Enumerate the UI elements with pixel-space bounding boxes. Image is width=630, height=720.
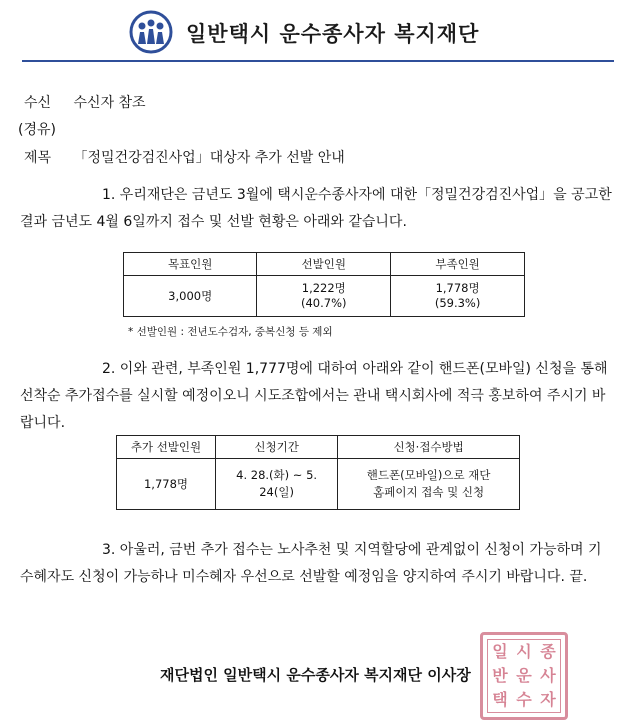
- paragraph-1-text: 1. 우리재단은 금년도 3월에 택시운수종사자에 대한「정밀건강검진사업」을 공고한 결과 금년도 4월 6일까지 접수 및 선발 현황은 아래와 같습니다.: [20, 187, 612, 230]
- status-target-cell: 3,000명: [124, 276, 257, 317]
- paragraph-1: [20, 182, 618, 236]
- status-header-selected: 선발인원: [257, 253, 391, 276]
- official-seal-icon: [480, 632, 568, 720]
- subject-line: [24, 147, 345, 167]
- paragraph-2-text: 2. 이와 관련, 부족인원 1,777명에 대하여 아래와 같이 핸드폰(모바일) 신청을 통해 선착순 추가접수를 실시할 예정이오니 시도조합에서는 관내 택시회사에 적극 홍보하여 주시기 바랍니다.: [20, 361, 608, 431]
- header-divider: [22, 60, 614, 62]
- application-count-cell: 1,778명: [117, 459, 216, 510]
- via-label: (경유): [18, 122, 56, 138]
- application-header-method: 신청·접수방법: [338, 436, 520, 459]
- status-table: [123, 252, 525, 317]
- paragraph-3-text: 3. 아울러, 금번 추가 접수는 노사추천 및 지역할당에 관계없이 신청이 가능하며 기 수혜자도 신청이 가능하나 미수혜자 우선으로 선발할 예정임을 양지하여 주시기 바랍니다. 끝.: [20, 542, 602, 585]
- subject-label: 제목: [24, 150, 52, 166]
- recipient-line: [24, 92, 146, 112]
- status-header-shortfall: 부족인원: [391, 253, 525, 276]
- status-header-target: 목표인원: [124, 253, 257, 276]
- recipient-label: 수신: [24, 95, 52, 111]
- application-method-cell: 핸드폰(모바일)으로 재단 홈페이지 접속 및 신청: [338, 459, 520, 510]
- status-note: * 선발인원 : 전년도수검자, 중복신청 등 제외: [128, 326, 333, 338]
- signer: 재단법인 일반택시 운수종사자 복지재단 이사장: [160, 666, 471, 684]
- seal-characters: 일 시 종 반 운 사 택 수 자: [487, 639, 561, 713]
- status-selected-cell: 1,222명 (40.7%): [257, 276, 391, 317]
- recipient-value: 수신자 참조: [73, 95, 146, 111]
- application-table: [116, 435, 520, 510]
- letterhead: [0, 10, 630, 50]
- subject-value: 「정밀건강검진사업」대상자 추가 선발 안내: [73, 150, 345, 166]
- via-line: [18, 119, 56, 139]
- org-title: 일반택시 운수종사자 복지재단: [186, 22, 480, 46]
- application-header-period: 신청기간: [215, 436, 337, 459]
- application-period-cell: 4. 28.(화) ~ 5. 24(일): [215, 459, 337, 510]
- application-header-count: 추가 선발인원: [117, 436, 216, 459]
- paragraph-3: [20, 537, 618, 591]
- status-shortfall-cell: 1,778명 (59.3%): [391, 276, 525, 317]
- paragraph-2: [20, 356, 618, 437]
- foundation-logo-icon: [129, 10, 173, 54]
